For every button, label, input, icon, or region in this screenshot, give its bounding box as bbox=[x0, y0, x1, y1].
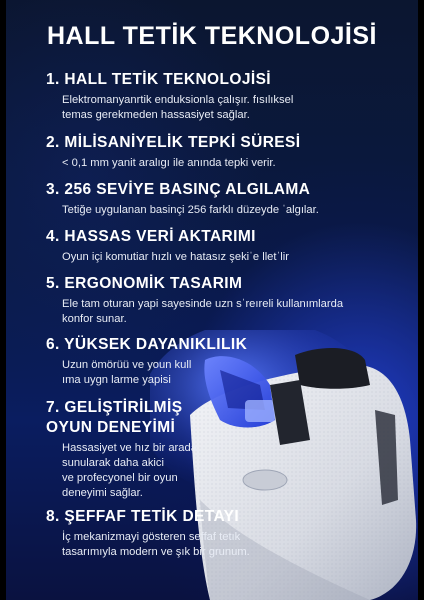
feature-1-heading: 1. HALL TETİK TEKNOLOJİSİ bbox=[46, 71, 272, 88]
feature-8 bbox=[46, 507, 386, 560]
feature-1 bbox=[46, 70, 386, 123]
feature-5-text bbox=[62, 297, 386, 327]
feature-5-line-2: konfor sunar. bbox=[62, 313, 127, 325]
feature-2-text bbox=[62, 156, 386, 171]
feature-4-line-1: Oyun içi komutiar hızlı ve hatasız şekiˈe lletˈlir bbox=[62, 251, 289, 263]
feature-6 bbox=[46, 335, 386, 388]
feature-1-line-2: temas gerekmeden hassasiyet sağlar. bbox=[62, 109, 250, 121]
feature-7-line-1: Hassasiyet ve hız bir arada bbox=[62, 442, 197, 454]
feature-6-line-2: ıma uygn larme yapisi bbox=[62, 374, 171, 386]
feature-1-line-1: Elektromanyanrtik enduksionla çalışır. fısılıksel bbox=[62, 94, 294, 106]
page-title: HALL TETİK TEKNOLOJİSİ bbox=[47, 22, 377, 50]
feature-3-text bbox=[62, 203, 386, 218]
feature-7 bbox=[46, 398, 386, 501]
feature-8-line-1: İç mekanizmayi gösteren seffaf tetık bbox=[62, 531, 241, 543]
feature-2-line-1: < 0,1 mm yanit aralıgı ile anında tepki verir. bbox=[62, 157, 276, 169]
feature-2-heading: 2. MİLİSANİYELİK TEPKİ SÜRESİ bbox=[46, 134, 301, 151]
feature-6-line-1: Uzun ömörüü ve youn kull bbox=[62, 359, 192, 371]
feature-1-text bbox=[62, 93, 386, 123]
feature-4 bbox=[46, 227, 386, 265]
feature-3 bbox=[46, 180, 386, 218]
feature-2 bbox=[46, 133, 386, 171]
left-border bbox=[0, 0, 6, 600]
feature-7-text bbox=[62, 441, 386, 501]
feature-7-heading: 7. GELİŞTİRİLMİŞ OYUN DENEYİMİ bbox=[46, 399, 183, 436]
feature-6-heading: 6. YÜKSEK DAYANIKLILIK bbox=[46, 336, 248, 353]
feature-4-heading: 4. HASSAS VERİ AKTARIMI bbox=[46, 228, 256, 245]
feature-7-line-3: ve profecyonel bir oyun bbox=[62, 472, 178, 484]
feature-7-line-2: sunularak daha akici bbox=[62, 457, 164, 469]
feature-3-line-1: Tetiğe uygulanan basinçi 256 farklı düzeyde ˈalgılar. bbox=[62, 204, 319, 216]
feature-5 bbox=[46, 274, 386, 327]
feature-8-text bbox=[62, 530, 386, 560]
feature-8-line-2: tasarımıyla modern ve şık bir ɡrunum. bbox=[62, 546, 250, 558]
feature-4-text bbox=[62, 250, 386, 265]
feature-5-heading: 5. ERGONOMİK TASARIM bbox=[46, 275, 243, 292]
feature-3-heading: 3. 256 SEVİYE BASINÇ ALGILAMA bbox=[46, 181, 311, 198]
feature-8-heading: 8. ŞEFFAF TETİK DETAYI bbox=[46, 508, 240, 525]
feature-6-text bbox=[62, 358, 386, 388]
feature-7-line-4: deneyimi sağlar. bbox=[62, 487, 143, 499]
feature-5-line-1: Ele tam oturan yapi sayesinde uzn sˈreıreli kullanımlarda bbox=[62, 298, 344, 310]
